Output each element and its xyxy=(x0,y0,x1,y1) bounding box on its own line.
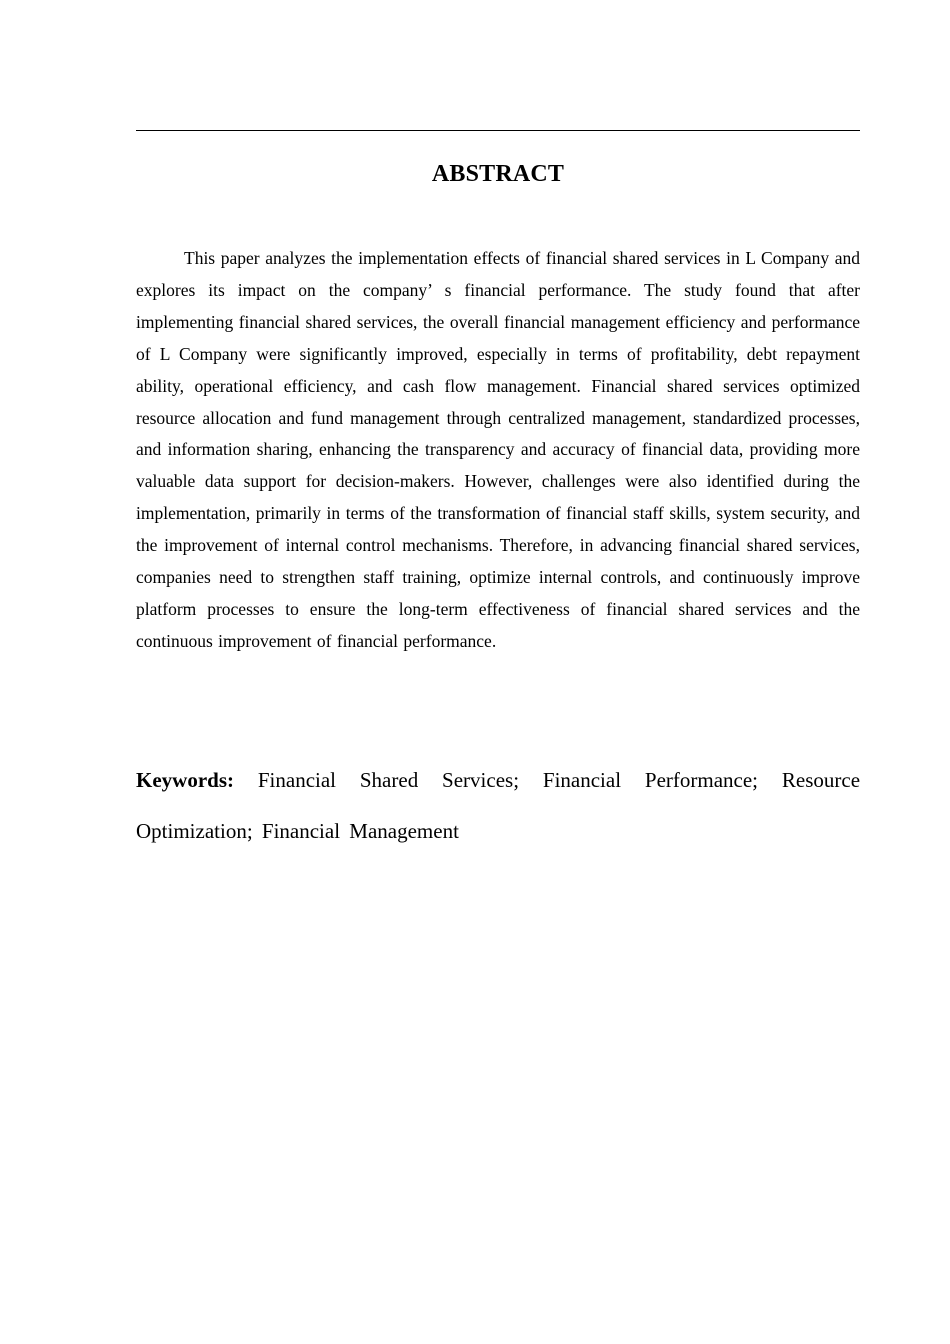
header-rule xyxy=(136,130,860,131)
keywords-label: Keywords: xyxy=(136,768,234,792)
abstract-body: This paper analyzes the implementation effects of financial shared services in L Company and explores its impact on the company’ s financial performance. The study found that after implementing financial shared services, the overall financial management efficiency and performance of L Company were significantly improved, especially in terms of profitability, debt repayment ability, operational efficiency, and cash flow management. Financial shared services optimized resource allocation and fund management through centralized management, standardized processes, and information sharing, enhancing the transparency and accuracy of financial data, providing more valuable data support for decision-makers. However, challenges were also identified during the implementation, primarily in terms of the transformation of financial staff skills, system security, and the improvement of internal control mechanisms. Therefore, in advancing financial shared services, companies need to strengthen staff training, optimize internal controls, and continuously improve platform processes to ensure the long-term effectiveness of financial shared services and the continuous improvement of financial performance. xyxy=(136,248,860,651)
keywords-text: Financial Shared Services; Financial Performance; Resource Optimization; Financial Management xyxy=(136,768,861,843)
keywords-paragraph xyxy=(136,755,860,856)
document-page xyxy=(136,0,860,1344)
abstract-title: ABSTRACT xyxy=(431,161,565,187)
